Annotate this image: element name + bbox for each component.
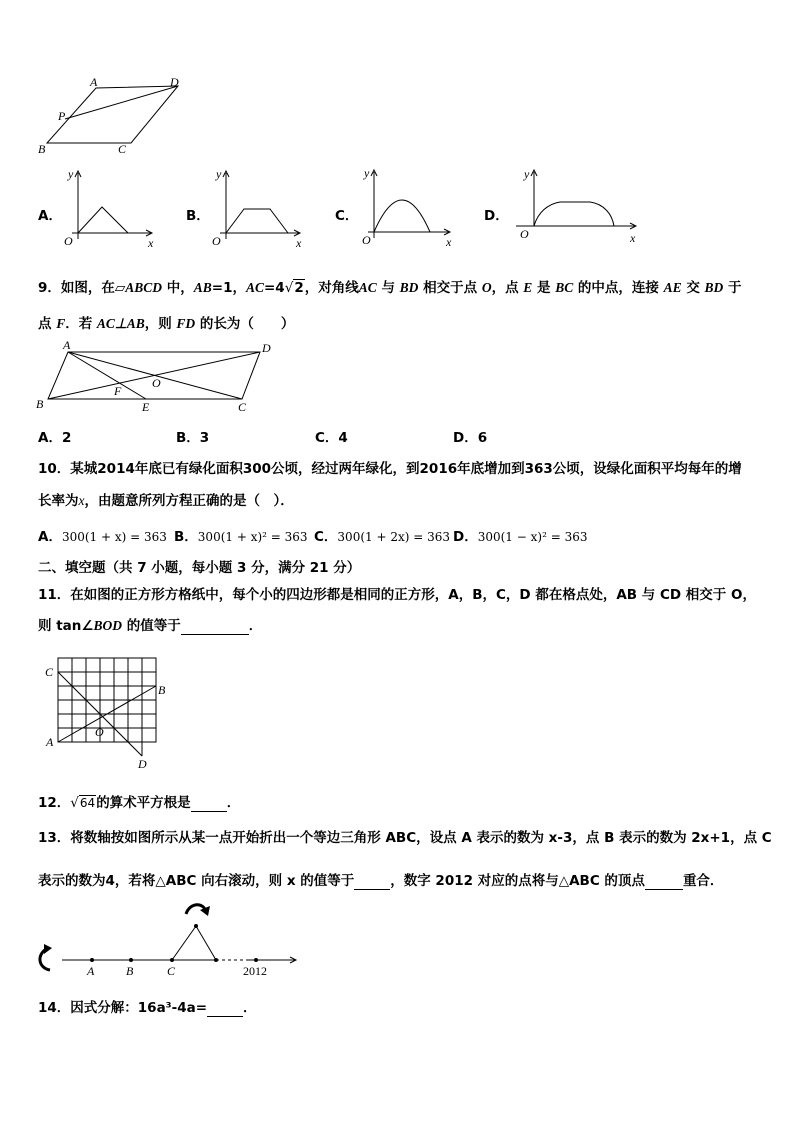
q13-vertex-answer-blank[interactable] — [645, 873, 683, 890]
svg-text:x: x — [630, 231, 636, 245]
svg-text:O: O — [520, 227, 529, 241]
svg-text:C: C — [45, 665, 54, 679]
graph-option-d — [512, 164, 642, 246]
svg-text:O: O — [212, 234, 221, 248]
label-b: B — [38, 142, 46, 156]
q12-answer-blank[interactable] — [191, 795, 227, 812]
svg-text:y: y — [364, 166, 370, 180]
svg-text:C: C — [238, 400, 247, 414]
q10-line2: 长率为x，由题意所列方程正确的是（ ）． — [38, 493, 294, 509]
q9-option-d: D．6 — [453, 430, 488, 446]
q13-x-answer-blank[interactable] — [354, 873, 390, 890]
svg-text:O: O — [95, 725, 104, 739]
q11-answer-blank[interactable] — [181, 618, 249, 635]
graph-d-curve — [534, 202, 614, 226]
q9-line2: 点 F．若 AC⊥AB，则 FD 的长为（ ） — [38, 316, 295, 332]
svg-text:D: D — [138, 757, 147, 771]
parallelogram-abcd — [47, 86, 178, 143]
label-p: P — [58, 109, 66, 123]
q13-line2: 表示的数为4，若将△ABC 向右滚动，则 x 的值等于 ，数字 2012 对应的点将与△ABC 的顶点 重合． — [38, 873, 724, 889]
q9-line1: 9．如图，在▱ABCD 中，AB=1，AC=4√2，对角线AC 与 BD 相交于点 O，点 E 是 BC 的中点，连接 AE 交 BD 于 — [38, 280, 742, 296]
svg-text:B: B — [36, 397, 44, 411]
segment-pd — [65, 86, 178, 119]
svg-text:y: y — [216, 167, 222, 181]
q10-option-a: A．300(1 + x) = 363 — [38, 529, 167, 545]
svg-text:y: y — [68, 167, 74, 181]
label-c: C — [118, 142, 127, 156]
svg-text:A: A — [87, 964, 95, 978]
q10-option-b: B．300(1 + x)² = 363 — [174, 529, 308, 545]
graph-option-c-letter: C． — [335, 208, 359, 224]
q10-line1: 10．某城2014年底已有绿化面积300公顷，经过两年绿化，到2016年底增加到363公顷，设绿化面积平均每年的增 — [38, 461, 742, 477]
q13-number-line-figure — [34, 896, 304, 980]
q9-option-b: B．3 — [176, 430, 210, 446]
q10-option-c: C．300(1 + 2x) = 363 — [314, 529, 450, 545]
svg-text:x: x — [296, 236, 302, 250]
svg-text:x: x — [446, 235, 452, 249]
svg-text:E: E — [142, 400, 150, 414]
q10-option-d: D．300(1 − x)² = 363 — [453, 529, 588, 545]
section-fill-in-blank-heading: 二、填空题（共 7 小题，每小题 3 分，满分 21 分） — [38, 560, 361, 576]
svg-text:O: O — [64, 234, 73, 248]
q11-grid-figure — [40, 650, 175, 775]
graph-option-c — [358, 162, 458, 250]
graph-c-curve — [374, 200, 430, 232]
svg-text:B: B — [158, 683, 166, 697]
svg-text:A: A — [63, 338, 71, 352]
q14-line: 14．因式分解：16a³-4a= ． — [38, 1000, 257, 1016]
q9-radicand: 2 — [294, 280, 304, 296]
svg-text:C: C — [167, 964, 176, 978]
q9-option-c: C．4 — [315, 430, 348, 446]
label-d: D — [170, 75, 179, 89]
q11-line1: 11．在如图的正方形方格纸中，每个小的四边形都是相同的正方形，A，B，C，D 都在格点处，AB 与 CD 相交于 O， — [38, 587, 756, 603]
q9-option-a: A．2 — [38, 430, 72, 446]
graph-option-b — [210, 165, 310, 250]
q12-line: 12．√64的算术平方根是 ． — [38, 795, 241, 811]
svg-text:O: O — [152, 376, 161, 390]
svg-text:D: D — [262, 341, 271, 355]
svg-text:F: F — [114, 384, 122, 398]
q11-line2: 则 tan∠BOD 的值等于 ． — [38, 618, 263, 634]
graph-option-a-letter: A． — [38, 208, 62, 224]
graph-b-curve — [226, 209, 288, 233]
graph-option-b-letter: B． — [186, 208, 210, 224]
q13-line1: 13．将数轴按如图所示从某一点开始折出一个等边三角形 ABC，设点 A 表示的数为 x-3，点 B 表示的数为 2x+1，点 C — [38, 830, 772, 846]
q12-radicand: 64 — [79, 796, 96, 810]
top-parallelogram-figure — [30, 70, 190, 160]
graph-option-a — [62, 165, 162, 250]
graph-option-d-letter: D． — [484, 208, 509, 224]
svg-text:A: A — [46, 735, 54, 749]
svg-text:y: y — [524, 167, 530, 181]
q14-answer-blank[interactable] — [207, 1000, 243, 1017]
svg-text:O: O — [362, 233, 371, 247]
triangle-abc — [172, 926, 216, 960]
svg-text:B: B — [126, 964, 134, 978]
label-a: A — [90, 75, 98, 89]
q9-parallelogram-figure — [30, 336, 290, 418]
svg-text:x: x — [148, 236, 154, 250]
svg-text:2012: 2012 — [243, 964, 267, 978]
graph-a-curve — [78, 207, 128, 233]
